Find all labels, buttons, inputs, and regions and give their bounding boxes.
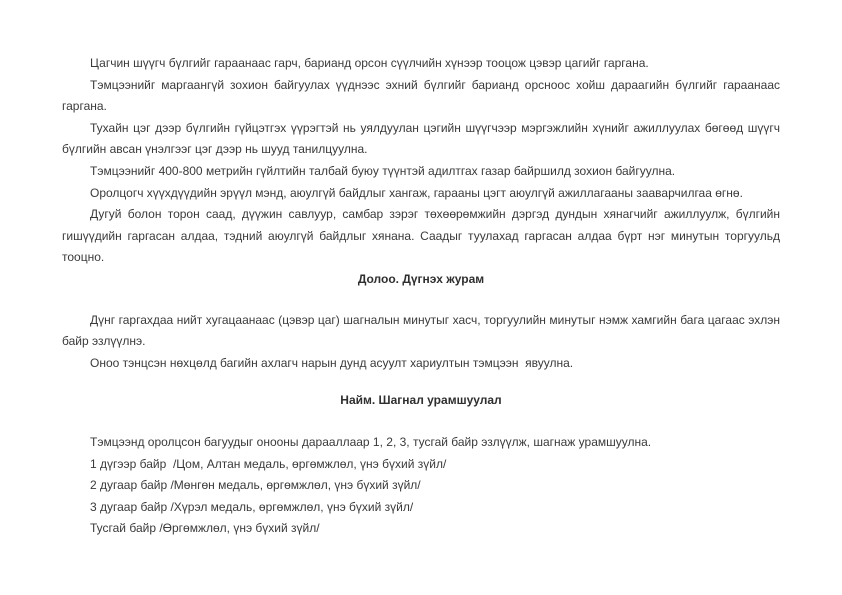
prize-line-third-place: 3 дугаар байр /Хүрэл медаль, өргөмжлөл, үнэ бүхий зүйл/ [90, 499, 414, 514]
paragraph-scoring-rule: Дүнг гаргахдаа нийт хугацаанаас (цэвэр цаг) шагналын минутыг хасч, торгуулийн минутыг нэмж хамгийн бага цагаас эхлэн байр эзлүүлнэ. [62, 312, 780, 349]
paragraph-start-order-rule: Тэмцээнийг маргаангүй зохион байгуулах үүднээс эхний бүлгийг барианд орсноос хойш дараагийн бүлгийг гараанаас гаргана. [62, 77, 780, 114]
paragraph-venue-rule: Тэмцээнийг 400-800 метрийн гүйлтийн талбай буюу түүнтэй адилтгах газар байршилд зохион байгуулна. [90, 163, 676, 178]
section-heading-eight: Найм. Шагнал урамшуулал [340, 393, 502, 408]
paragraph-obstacle-penalty-rule: Дугуй болон торон саад, дүүжин савлуур, самбар зэрэг төхөөрөмжийн дэргэд дундын хянагчийг ажиллуулж, бүлгийн гишүүдийн гаргасан алдаа, тэдний аюулгүй байдлыг хянана. Саадыг туулахад гаргасан алдаа бүрт нэг минутын торгуульд тооцно. [62, 207, 780, 265]
paragraph-awards-intro: Тэмцээнд оролцсон багуудыг онооны дарааллаар 1, 2, 3, тусгай байр эзлүүлж, шагнаж урамшуулна. [90, 434, 652, 449]
section-heading-seven: Долоо. Дүгнэх журам [357, 271, 485, 286]
prize-line-first-place: 1 дүгээр байр /Цом, Алтан медаль, өргөмжлөл, үнэ бүхий зүйл/ [90, 456, 447, 471]
prize-line-special-place: Тусгай байр /Өргөмжлөл, үнэ бүхий зүйл/ [90, 521, 320, 536]
prize-line-second-place: 2 дугаар байр /Мөнгөн медаль, өргөмжлөл, үнэ бүхий зүйл/ [90, 478, 421, 493]
paragraph-checkpoint-judge-rule: Тухайн цэг дээр бүлгийн гүйцэтгэх үүрэгтэй нь уялдуулан цэгийн шүүгчээр мэргэжлийн хүнийг ажиллуулах бөгөөд шүүгч бүлгийн авсан үнэлгээг цэг дээр нь шууд танилцуулна. [62, 120, 780, 157]
paragraph-safety-briefing-rule: Оролцогч хүүхдүүдийн эрүүл мэнд, аюулгүй байдлыг хангаж, гарааны цэгт аюулгүй ажиллагааны зааварчилгаа өгнө. [90, 185, 743, 200]
paragraph-timekeeper-rule: Цагчин шүүгч бүлгийг гараанаас гарч, барианд орсон сүүлчийн хүнээр тооцож цэвэр цагийг гаргана. [90, 56, 649, 70]
paragraph-tiebreak-rule: Оноо тэнцсэн нөхцөлд багийн ахлагч нарын дунд асуулт хариултын тэмцээн явуулна. [90, 355, 574, 370]
